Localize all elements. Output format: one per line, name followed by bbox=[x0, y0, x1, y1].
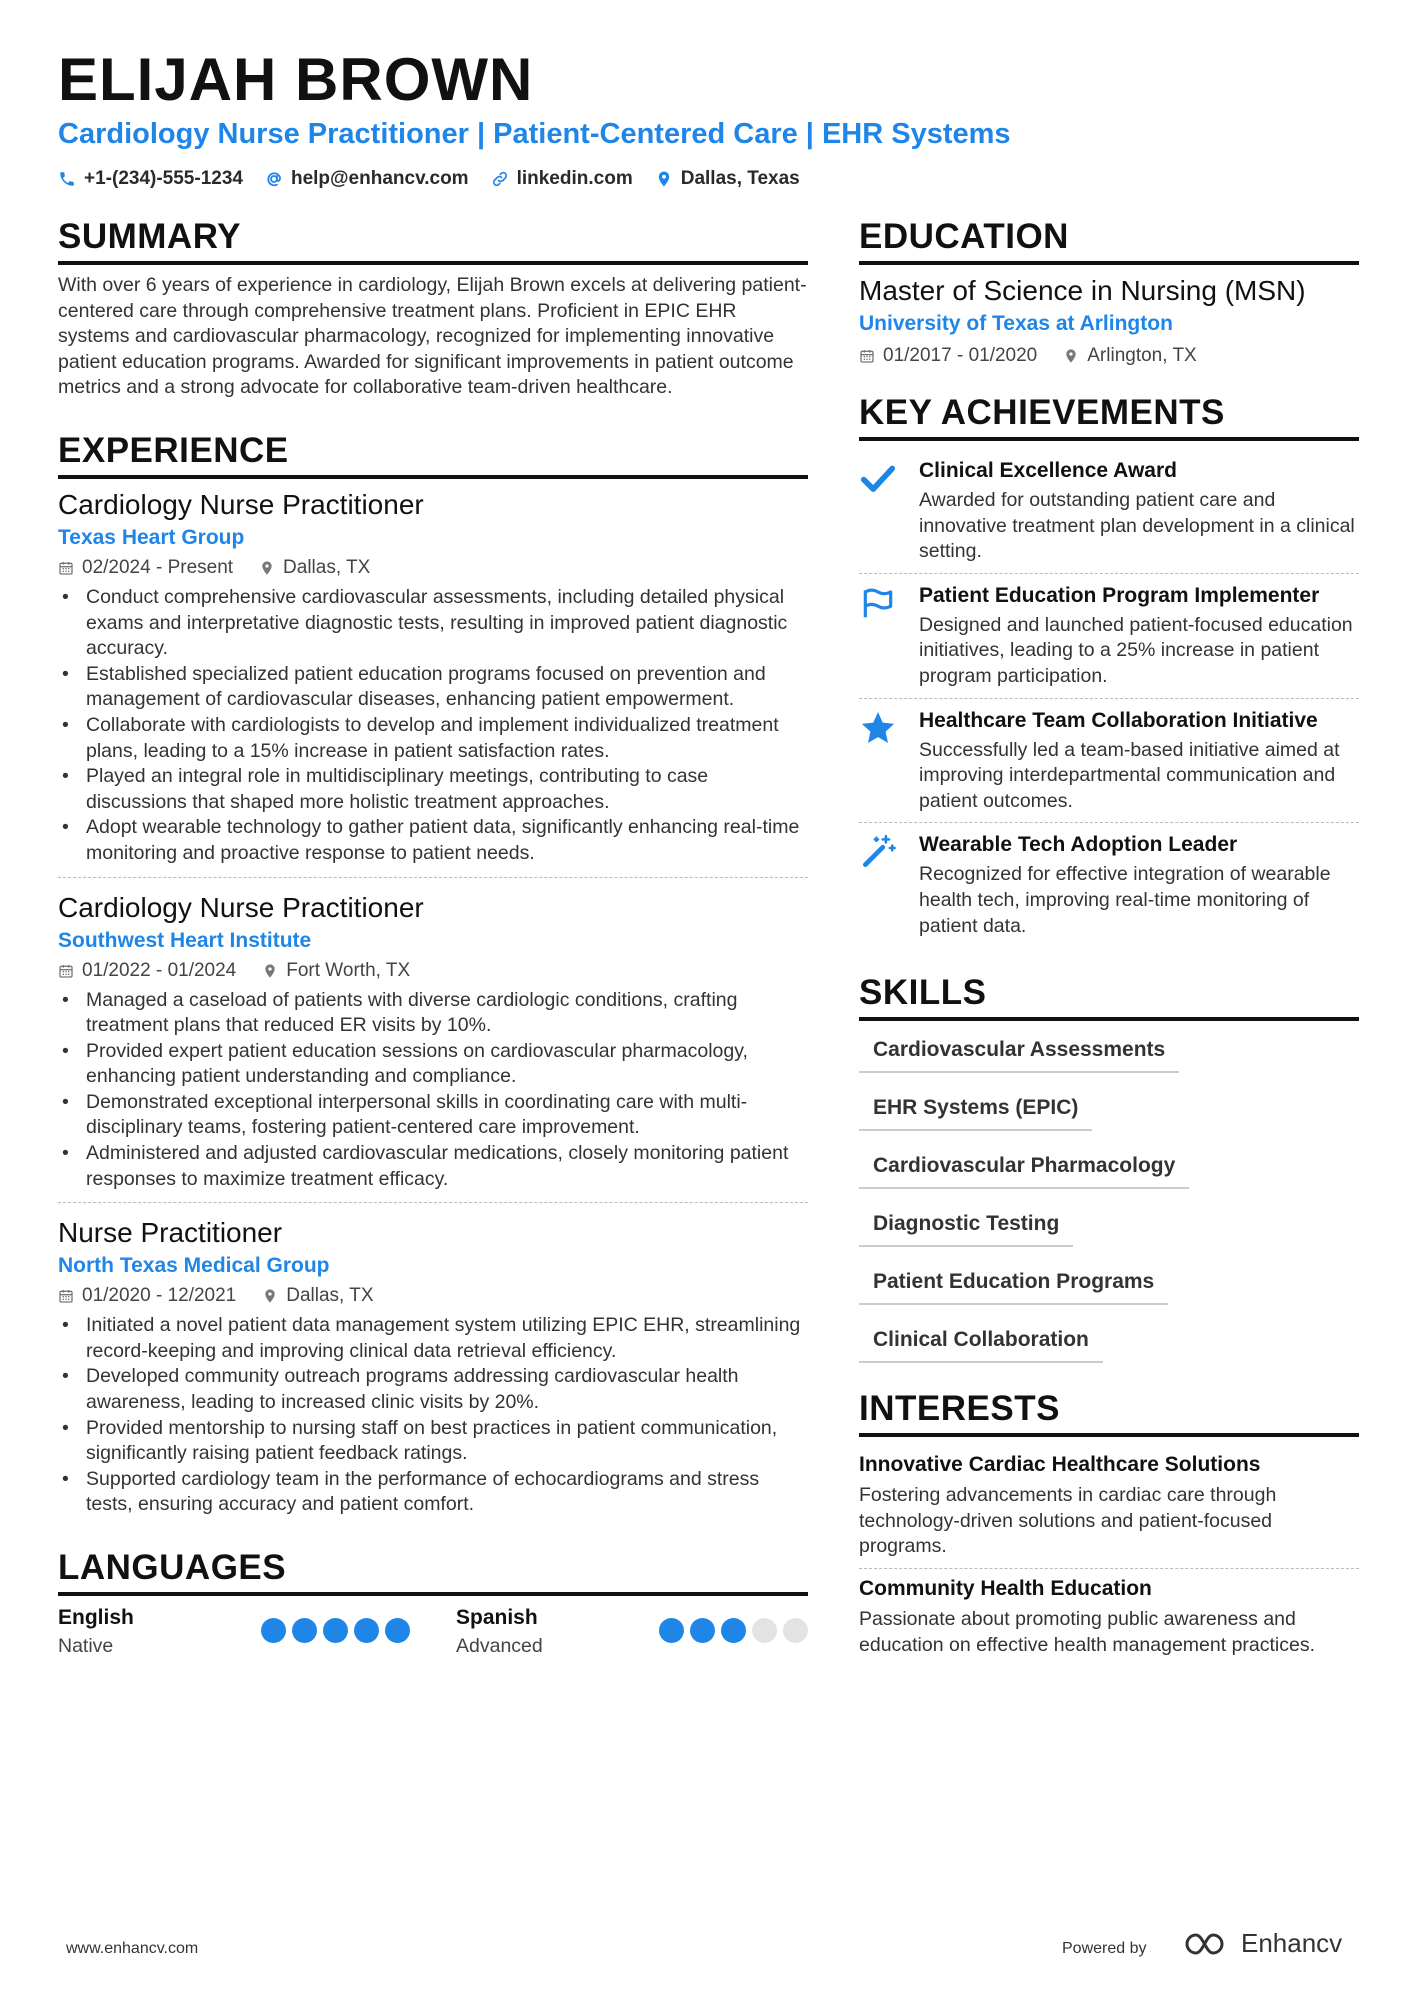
achievement-title: Healthcare Team Collaboration Initiative bbox=[919, 708, 1318, 732]
bullet-item: • Adopt wearable technology to gather patient data, significantly enhancing real-time monitoring and proactive response to patient needs. bbox=[86, 815, 808, 866]
location-text: Dallas, Texas bbox=[680, 168, 800, 189]
rating-dot-empty bbox=[752, 1618, 777, 1643]
bullet-item: • Supported cardiology team in the performance of echocardiograms and stress tests, ensuring accuracy and patient comfort. bbox=[86, 1467, 808, 1518]
bullet-item: • Demonstrated exceptional interpersonal skills in coordinating care with multi-disciplinary teams, fostering patient-centered care improvement. bbox=[86, 1090, 808, 1141]
star-icon bbox=[859, 709, 897, 747]
calendar-icon bbox=[58, 1288, 74, 1304]
bullet-item: • Provided expert patient education sessions on cardiovascular pharmacology, enhancing patient understanding and compliance. bbox=[86, 1039, 808, 1090]
skill-tag: Patient Education Programs bbox=[859, 1261, 1168, 1305]
job-company: Southwest Heart Institute bbox=[58, 928, 312, 952]
summary-text: With over 6 years of experience in cardiology, Elijah Brown excels at delivering patient-centered care through comprehensive treatment plans. Proficient in EPIC EHR systems and cardiovascular pharmacology, recognized for implementing innovative patient education programs. Awarded for significant improvements in patient outcome metrics and a strong advocate for collaborative team-driven healthcare. bbox=[58, 274, 807, 399]
achievement-item bbox=[859, 823, 1359, 947]
achievement-desc: Awarded for outstanding patient care and innovative treatment plan development in a clinical setting. bbox=[919, 489, 1355, 563]
phone-icon bbox=[58, 170, 76, 188]
job-company: North Texas Medical Group bbox=[58, 1254, 330, 1278]
job-entry bbox=[58, 487, 808, 878]
job-dates-text: 01/2022 - 01/2024 bbox=[82, 959, 237, 981]
footer-brand-name: Enhancv bbox=[1241, 1928, 1343, 1958]
calendar-icon bbox=[859, 348, 875, 364]
job-location-text: Dallas, TX bbox=[286, 1285, 374, 1307]
skills-title: SKILLS bbox=[859, 971, 1359, 1021]
job-dates-text: 01/2020 - 12/2021 bbox=[82, 1285, 237, 1307]
rating-dot-filled bbox=[690, 1618, 715, 1643]
interests-title: INTERESTS bbox=[859, 1387, 1359, 1437]
contact-email[interactable] bbox=[265, 168, 469, 190]
achievement-item bbox=[859, 699, 1359, 824]
language-rating bbox=[261, 1618, 410, 1643]
job-title: Nurse Practitioner bbox=[58, 1217, 283, 1249]
interest-title: Innovative Cardiac Healthcare Solutions bbox=[859, 1453, 1261, 1477]
interest-item bbox=[859, 1445, 1359, 1569]
job-bullets bbox=[58, 585, 808, 867]
job-location bbox=[262, 1281, 373, 1311]
flag-icon bbox=[859, 584, 897, 622]
contact-location bbox=[655, 168, 800, 190]
job-company: Texas Heart Group bbox=[58, 525, 245, 549]
job-entry bbox=[58, 890, 808, 1204]
achievement-desc: Successfully led a team-based initiative aimed at improving interdepartmental communication and patient outcomes. bbox=[919, 738, 1340, 812]
job-location bbox=[259, 553, 370, 583]
skill-tag: Cardiovascular Assessments bbox=[859, 1029, 1179, 1073]
language-item bbox=[58, 1604, 410, 1660]
job-meta bbox=[58, 1281, 808, 1311]
bullet-item: • Established specialized patient education programs focused on prevention and management of cardiovascular diseases, enhancing patient empowerment. bbox=[86, 662, 808, 713]
achievement-item bbox=[859, 449, 1359, 574]
job-entry bbox=[58, 1215, 808, 1528]
skills-list bbox=[859, 1029, 1359, 1363]
education-meta bbox=[859, 339, 1359, 373]
education-title: EDUCATION bbox=[859, 215, 1359, 265]
education-dates-text: 01/2017 - 01/2020 bbox=[883, 345, 1038, 366]
footer-powered-by: Powered by bbox=[1062, 1940, 1147, 1957]
bullet-item: • Managed a caseload of patients with diverse cardiologic conditions, crafting treatment plans that reduced ER visits by 10%. bbox=[86, 988, 808, 1039]
rating-dot-filled bbox=[721, 1618, 746, 1643]
achievement-desc: Designed and launched patient-focused education initiatives, leading to a 25% increase in patient program participation. bbox=[919, 613, 1353, 687]
achievement-title: Wearable Tech Adoption Leader bbox=[919, 833, 1238, 857]
job-dates bbox=[58, 553, 233, 583]
job-dates bbox=[58, 956, 236, 986]
location-pin-icon bbox=[259, 560, 275, 576]
achievement-item bbox=[859, 574, 1359, 699]
experience-title: EXPERIENCE bbox=[58, 429, 808, 479]
linkedin-text: linkedin.com bbox=[516, 168, 633, 189]
achievements-title: KEY ACHIEVEMENTS bbox=[859, 391, 1359, 441]
education-degree: Master of Science in Nursing (MSN) bbox=[859, 275, 1306, 306]
skill-tag: Clinical Collaboration bbox=[859, 1319, 1103, 1363]
skill-tag: EHR Systems (EPIC) bbox=[859, 1087, 1092, 1131]
language-level: Advanced bbox=[456, 1635, 543, 1657]
candidate-name: ELIJAH BROWN bbox=[58, 46, 534, 113]
location-pin-icon bbox=[655, 170, 673, 188]
contact-bar bbox=[58, 168, 800, 190]
right-column bbox=[859, 215, 1359, 1666]
job-title: Cardiology Nurse Practitioner bbox=[58, 891, 424, 923]
footer-website[interactable]: www.enhancv.com bbox=[66, 1940, 199, 1957]
bullet-item: • Administered and adjusted cardiovascular medications, closely monitoring patient responses to maximize treatment efficacy. bbox=[86, 1141, 808, 1192]
language-level: Native bbox=[58, 1635, 114, 1657]
job-meta bbox=[58, 553, 808, 583]
achievement-desc: Recognized for effective integration of wearable health tech, improving real-time monitoring of patient data. bbox=[919, 863, 1331, 937]
job-dates-text: 02/2024 - Present bbox=[82, 556, 234, 578]
footer-brand[interactable] bbox=[1183, 1928, 1342, 1959]
job-bullets bbox=[58, 988, 808, 1193]
bullet-item: • Developed community outreach programs addressing cardiovascular health awareness, leading to increased clinic visits by 20%. bbox=[86, 1364, 808, 1415]
education-dates bbox=[859, 339, 1037, 373]
location-pin-icon bbox=[262, 963, 278, 979]
checkmark-icon bbox=[859, 459, 897, 497]
job-title: Cardiology Nurse Practitioner bbox=[58, 488, 424, 520]
achievement-title: Patient Education Program Implementer bbox=[919, 583, 1320, 607]
job-location-text: Fort Worth, TX bbox=[286, 959, 411, 981]
calendar-icon bbox=[58, 963, 74, 979]
skill-tag: Cardiovascular Pharmacology bbox=[859, 1145, 1189, 1189]
rating-dot-filled bbox=[354, 1618, 379, 1643]
magic-wand-icon bbox=[859, 833, 897, 871]
education-location bbox=[1063, 339, 1196, 373]
job-location bbox=[262, 956, 410, 986]
language-name: Spanish bbox=[456, 1606, 538, 1629]
phone-text: +1-(234)-555-1234 bbox=[84, 168, 243, 189]
bullet-item: • Collaborate with cardiologists to develop and implement individualized treatment plans, leading to a 15% increase in patient satisfaction rates. bbox=[86, 713, 808, 764]
interest-item bbox=[859, 1569, 1359, 1666]
at-icon bbox=[265, 170, 283, 188]
contact-linkedin[interactable] bbox=[491, 168, 633, 190]
education-location-text: Arlington, TX bbox=[1087, 345, 1197, 366]
job-meta bbox=[58, 956, 808, 986]
email-text: help@enhancv.com bbox=[290, 168, 469, 189]
languages-title: LANGUAGES bbox=[58, 1546, 808, 1596]
language-name: English bbox=[58, 1606, 134, 1629]
language-rating bbox=[659, 1618, 808, 1643]
rating-dot-filled bbox=[261, 1618, 286, 1643]
enhancv-logo-icon bbox=[1183, 1930, 1231, 1958]
rating-dot-filled bbox=[292, 1618, 317, 1643]
left-column bbox=[58, 215, 808, 1660]
interest-desc: Passionate about promoting public awareness and education on effective health management practices. bbox=[859, 1607, 1316, 1656]
languages-list bbox=[58, 1604, 808, 1660]
job-dates bbox=[58, 1281, 236, 1311]
link-icon bbox=[491, 170, 509, 188]
bullet-item: • Conduct comprehensive cardiovascular assessments, including detailed physical exams and interpretative diagnostic tests, resulting in improved patient diagnostic accuracy. bbox=[86, 585, 808, 662]
job-bullets bbox=[58, 1313, 808, 1518]
rating-dot-filled bbox=[385, 1618, 410, 1643]
language-item bbox=[456, 1604, 808, 1660]
headline: Cardiology Nurse Practitioner | Patient-Centered Care | EHR Systems bbox=[58, 118, 1011, 150]
education-school: University of Texas at Arlington bbox=[859, 312, 1173, 335]
rating-dot-filled bbox=[323, 1618, 348, 1643]
calendar-icon bbox=[58, 560, 74, 576]
achievement-title: Clinical Excellence Award bbox=[919, 459, 1177, 482]
job-location-text: Dallas, TX bbox=[283, 556, 371, 578]
interest-desc: Fostering advancements in cardiac care through technology-driven solutions and patient-focused programs. bbox=[859, 1484, 1277, 1558]
location-pin-icon bbox=[1063, 348, 1079, 364]
summary-title: SUMMARY bbox=[58, 215, 808, 265]
interest-title: Community Health Education bbox=[859, 1576, 1152, 1600]
location-pin-icon bbox=[262, 1288, 278, 1304]
bullet-item: • Provided mentorship to nursing staff on best practices in patient communication, significantly raising patient feedback ratings. bbox=[86, 1416, 808, 1467]
rating-dot-filled bbox=[659, 1618, 684, 1643]
skill-tag: Diagnostic Testing bbox=[859, 1203, 1073, 1247]
rating-dot-empty bbox=[783, 1618, 808, 1643]
bullet-item: • Initiated a novel patient data management system utilizing EPIC EHR, streamlining record-keeping and improving clinical data retrieval efficiency. bbox=[86, 1313, 808, 1364]
contact-phone[interactable] bbox=[58, 168, 243, 190]
bullet-item: • Played an integral role in multidisciplinary meetings, contributing to case discussions that shaped more holistic treatment approaches. bbox=[86, 764, 808, 815]
